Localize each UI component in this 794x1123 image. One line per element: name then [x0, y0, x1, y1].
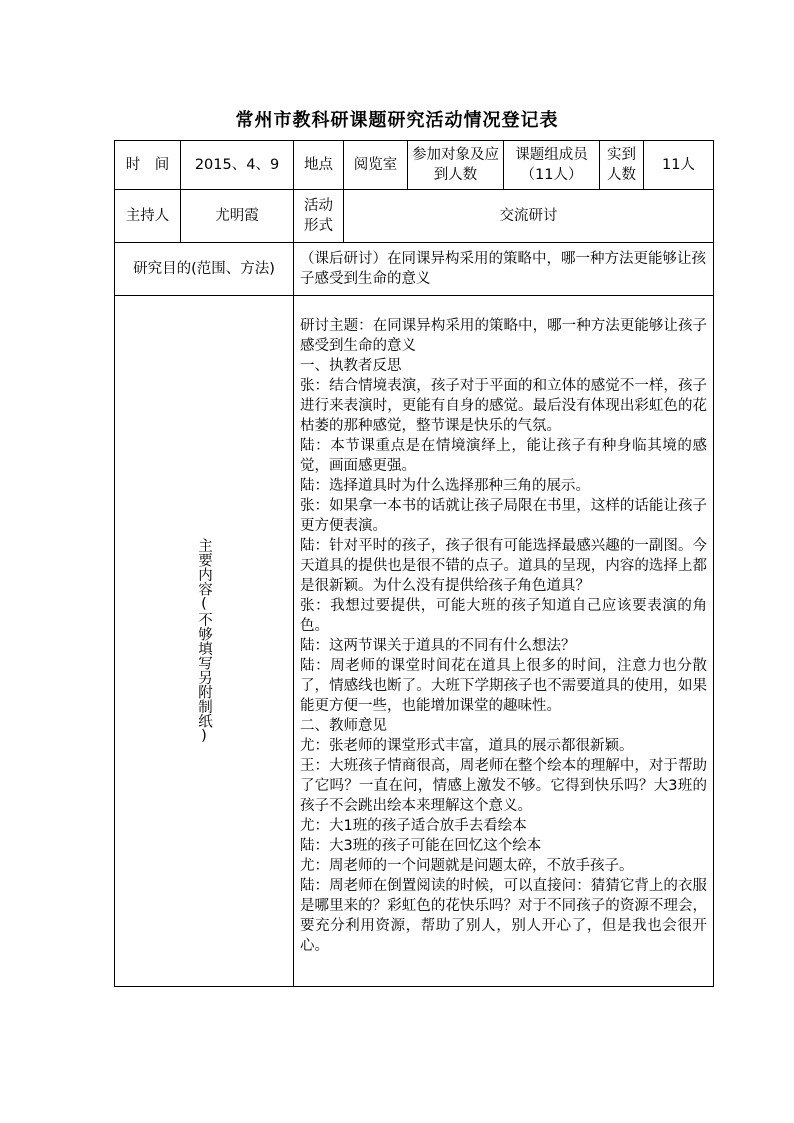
registration-table: [114, 140, 714, 987]
form-value: 交流研讨: [344, 190, 714, 243]
purpose-value: （课后研讨）在同课异构采用的策略中，哪一种方法更能够让孩子感受到生命的意义: [294, 243, 714, 296]
content-paragraph: 张：如果拿一本书的话就让孩子局限在书里，这样的话能让孩子更方便表演。: [300, 498, 707, 534]
form-title: 常州市教科研课题研究活动情况登记表: [235, 110, 559, 131]
content-paragraph: 尤：张老师的课堂形式丰富，道具的展示都很新颖。: [300, 738, 634, 754]
content-paragraph: 张：结合情境表演，孩子对于平面的和立体的感觉不一样，孩子进行来表演时，更能有自身的感觉。最后没有体现出彩虹色的花枯萎的那种感觉，整节课是快乐的气氛。: [300, 378, 707, 434]
content-paragraph: 陆：周老师的课堂时间花在道具上很多的时间，注意力也分散了，情感线也断了。大班下学期孩子也不需要道具的使用，如果能更方便一些，也能增加课堂的趣味性。: [300, 658, 707, 714]
content-paragraph: 尤：大1班的孩子适合放手去看绘本: [300, 818, 527, 834]
content-paragraph: 陆：大3班的孩子可能在回忆这个绘本: [300, 838, 542, 854]
row-host-form: [115, 190, 714, 243]
host-value: 尤明霞: [181, 190, 294, 243]
content-body: [294, 296, 714, 987]
purpose-label: 研究目的(范围、方法): [115, 243, 294, 296]
place-value: 阅览室: [344, 141, 408, 190]
content-paragraph: 张：我想过要提供，可能大班的孩子知道自己应该要表演的角色。: [300, 598, 707, 634]
row-content: [115, 296, 714, 987]
host-label: 主持人: [115, 190, 181, 243]
actual-count: 11人: [644, 141, 714, 190]
date-value: 2015、4、9: [181, 141, 294, 190]
content-paragraph: 二、教师意见: [300, 718, 387, 734]
time-label: 时 间: [115, 141, 181, 190]
participants-label: 参加对象及应到人数: [408, 141, 504, 190]
content-label: 主要内容(不够填写另附制纸): [196, 538, 212, 744]
content-paragraph: 一、执教者反思: [300, 358, 402, 374]
members-label: 课题组成员（11人）: [504, 141, 600, 190]
content-paragraph: 王：大班孩子情商很高，周老师在整个绘本的理解中，对于帮助了它吗？一直在问，情感上激发不够。它得到快乐吗？大3班的孩子不会跳出绘本来理解这个意义。: [300, 758, 707, 814]
content-paragraph: 尤：周老师的一个问题就是问题太碎，不放手孩子。: [300, 858, 634, 874]
form-label: 活动形式: [294, 190, 344, 243]
place-label: 地点: [294, 141, 344, 190]
content-paragraph: 研讨主题：在同课异构采用的策略中，哪一种方法更能够让孩子感受到生命的意义: [300, 318, 707, 354]
content-paragraph: 陆：选择道具时为什么选择那种三角的展示。: [300, 478, 590, 494]
content-paragraph: 陆：周老师在倒置阅读的时候，可以直接问：猜猜它背上的衣服是哪里来的？彩虹色的花快乐吗？对于不同孩子的资源不理会，要充分利用资源，帮助了别人，别人开心了，但是我也会很开心。: [300, 878, 707, 954]
row-purpose: [115, 243, 714, 296]
content-label-cell: [115, 296, 294, 987]
row-time-place: [115, 141, 714, 190]
content-paragraph: 陆：这两节课关于道具的不同有什么想法？: [300, 638, 576, 654]
content-paragraph: 陆：针对平时的孩子，孩子很有可能选择最感兴趣的一副图。今天道具的提供也是很不错的点子。道具的呈现，内容的选择上都是很新颖。为什么没有提供给孩子角色道具？: [300, 538, 707, 594]
content-paragraph: 陆：本节课重点是在情境演绎上，能让孩子有种身临其境的感觉，画面感更强。: [300, 438, 707, 474]
actual-label: 实到人数: [600, 141, 644, 190]
